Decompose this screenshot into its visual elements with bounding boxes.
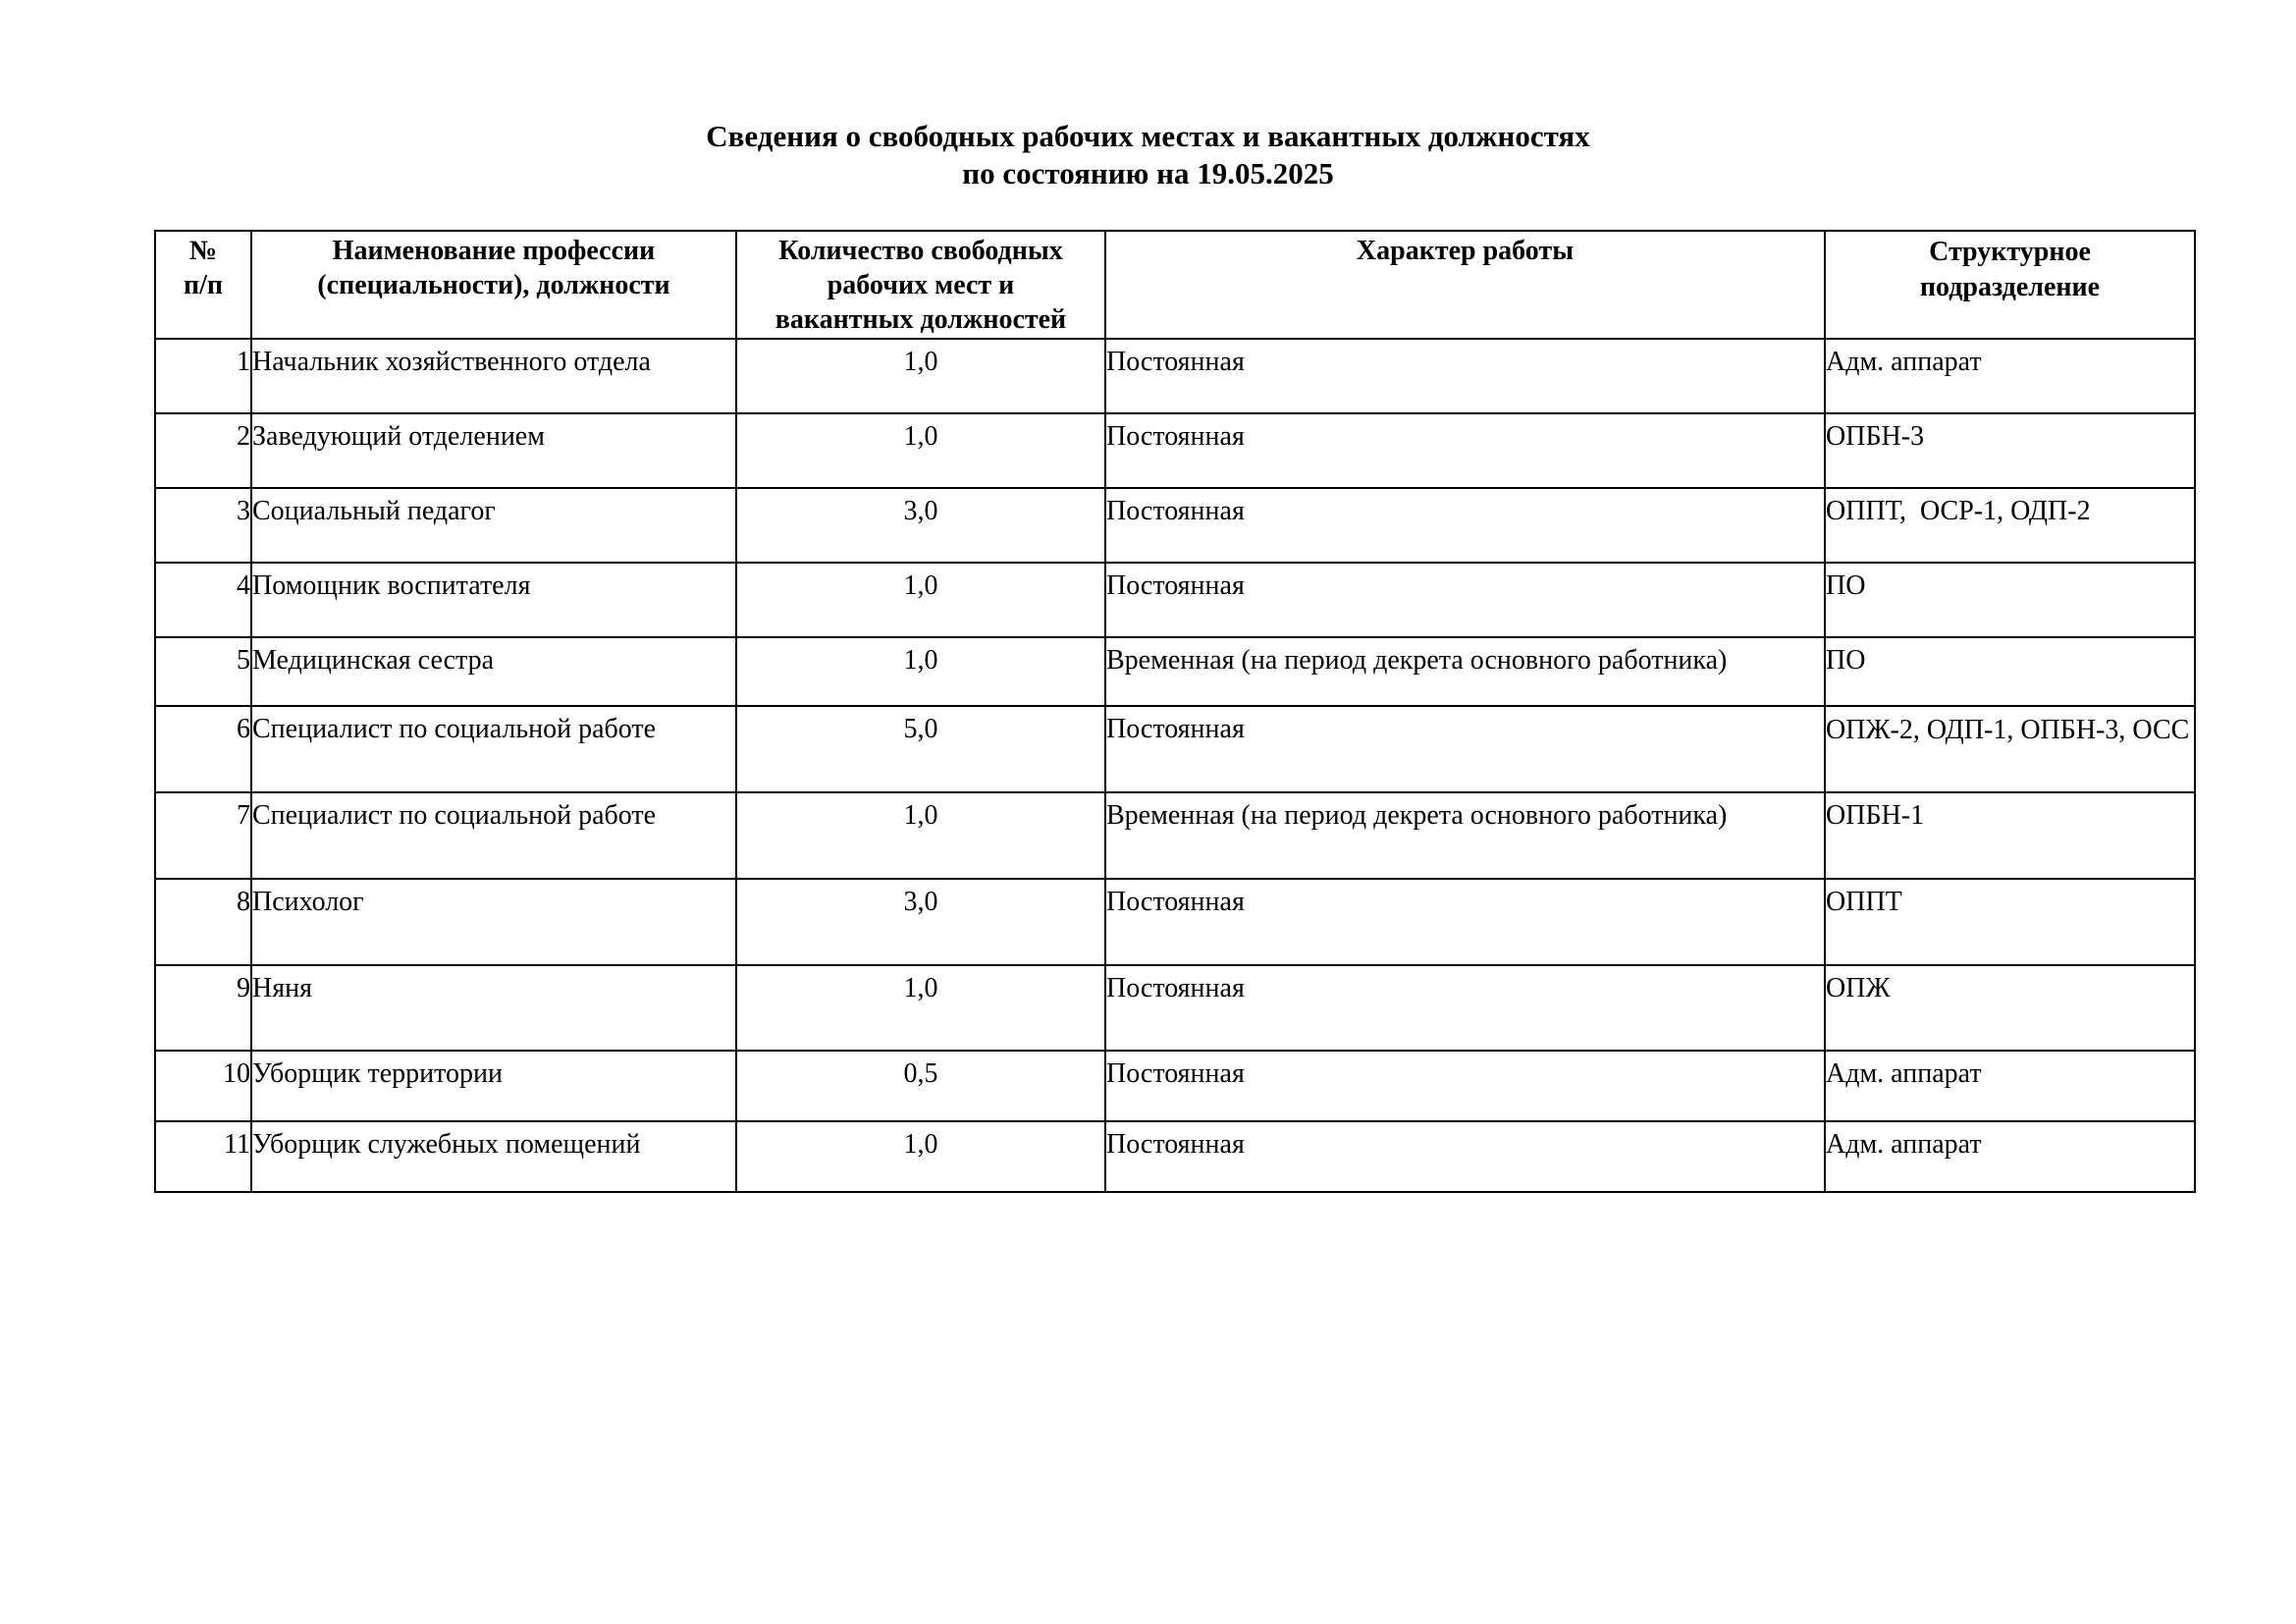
work-type: Постоянная	[1105, 1121, 1825, 1192]
position-name: Помощник воспитателя	[251, 563, 736, 637]
position-name: Психолог	[251, 879, 736, 965]
title-line-1: Сведения о свободных рабочих местах и вакантных должностях	[706, 119, 1590, 153]
column-header-department: Структурное подразделение	[1825, 231, 2195, 339]
position-name: Заведующий отделением	[251, 413, 736, 488]
vacancy-count: 1,0	[736, 1121, 1105, 1192]
work-type: Постоянная	[1105, 339, 1825, 413]
department: ОПЖ-2, ОДП-1, ОПБН-3, ОСС	[1825, 706, 2195, 792]
department: ОППТ	[1825, 879, 2195, 965]
work-type: Временная (на период декрета основного работника)	[1105, 792, 1825, 879]
table-header-row	[155, 231, 2195, 339]
table-row	[155, 339, 2195, 413]
row-number: 5	[155, 637, 251, 706]
vacancy-count: 1,0	[736, 413, 1105, 488]
position-name: Уборщик территории	[251, 1051, 736, 1121]
table-row	[155, 413, 2195, 488]
column-header-quantity: Количество свободных рабочих мест и вакантных должностей	[736, 231, 1105, 339]
column-header-work-type: Характер работы	[1105, 231, 1825, 339]
position-name: Социальный педагог	[251, 488, 736, 563]
row-number: 7	[155, 792, 251, 879]
vacancy-count: 1,0	[736, 965, 1105, 1051]
position-name: Специалист по социальной работе	[251, 792, 736, 879]
department: ОПБН-3	[1825, 413, 2195, 488]
table-row	[155, 488, 2195, 563]
department: ОПБН-1	[1825, 792, 2195, 879]
position-name: Уборщик служебных помещений	[251, 1121, 736, 1192]
title-line-2: по состоянию на 19.05.2025	[962, 156, 1334, 190]
column-header-number: № п/п	[155, 231, 251, 339]
table-row	[155, 879, 2195, 965]
department: ОПЖ	[1825, 965, 2195, 1051]
vacancy-count: 0,5	[736, 1051, 1105, 1121]
table-row	[155, 637, 2195, 706]
department: ПО	[1825, 637, 2195, 706]
department: ОППТ, ОСР-1, ОДП-2	[1825, 488, 2195, 563]
table-row	[155, 706, 2195, 792]
column-header-position: Наименование профессии (специальности), должности	[251, 231, 736, 339]
table-row	[155, 792, 2195, 879]
position-name: Няня	[251, 965, 736, 1051]
position-name: Специалист по социальной работе	[251, 706, 736, 792]
vacancy-count: 3,0	[736, 879, 1105, 965]
document-title	[0, 118, 2296, 192]
work-type: Постоянная	[1105, 488, 1825, 563]
vacancy-count: 1,0	[736, 339, 1105, 413]
work-type: Постоянная	[1105, 413, 1825, 488]
vacancy-count: 1,0	[736, 563, 1105, 637]
table-row	[155, 1121, 2195, 1192]
row-number: 10	[155, 1051, 251, 1121]
department: Адм. аппарат	[1825, 339, 2195, 413]
work-type: Постоянная	[1105, 1051, 1825, 1121]
work-type: Постоянная	[1105, 706, 1825, 792]
vacancy-count: 3,0	[736, 488, 1105, 563]
work-type: Постоянная	[1105, 563, 1825, 637]
vacancy-count: 1,0	[736, 792, 1105, 879]
table-row	[155, 965, 2195, 1051]
row-number: 4	[155, 563, 251, 637]
row-number: 1	[155, 339, 251, 413]
work-type: Постоянная	[1105, 879, 1825, 965]
row-number: 9	[155, 965, 251, 1051]
department: Адм. аппарат	[1825, 1051, 2195, 1121]
work-type: Временная (на период декрета основного работника)	[1105, 637, 1825, 706]
position-name: Медицинская сестра	[251, 637, 736, 706]
table-row	[155, 563, 2195, 637]
position-name: Начальник хозяйственного отдела	[251, 339, 736, 413]
row-number: 3	[155, 488, 251, 563]
vacancy-count: 1,0	[736, 637, 1105, 706]
work-type: Постоянная	[1105, 965, 1825, 1051]
row-number: 11	[155, 1121, 251, 1192]
vacancy-count: 5,0	[736, 706, 1105, 792]
row-number: 6	[155, 706, 251, 792]
vacancies-table	[154, 230, 2196, 1193]
table-row	[155, 1051, 2195, 1121]
row-number: 8	[155, 879, 251, 965]
row-number: 2	[155, 413, 251, 488]
department: Адм. аппарат	[1825, 1121, 2195, 1192]
department: ПО	[1825, 563, 2195, 637]
